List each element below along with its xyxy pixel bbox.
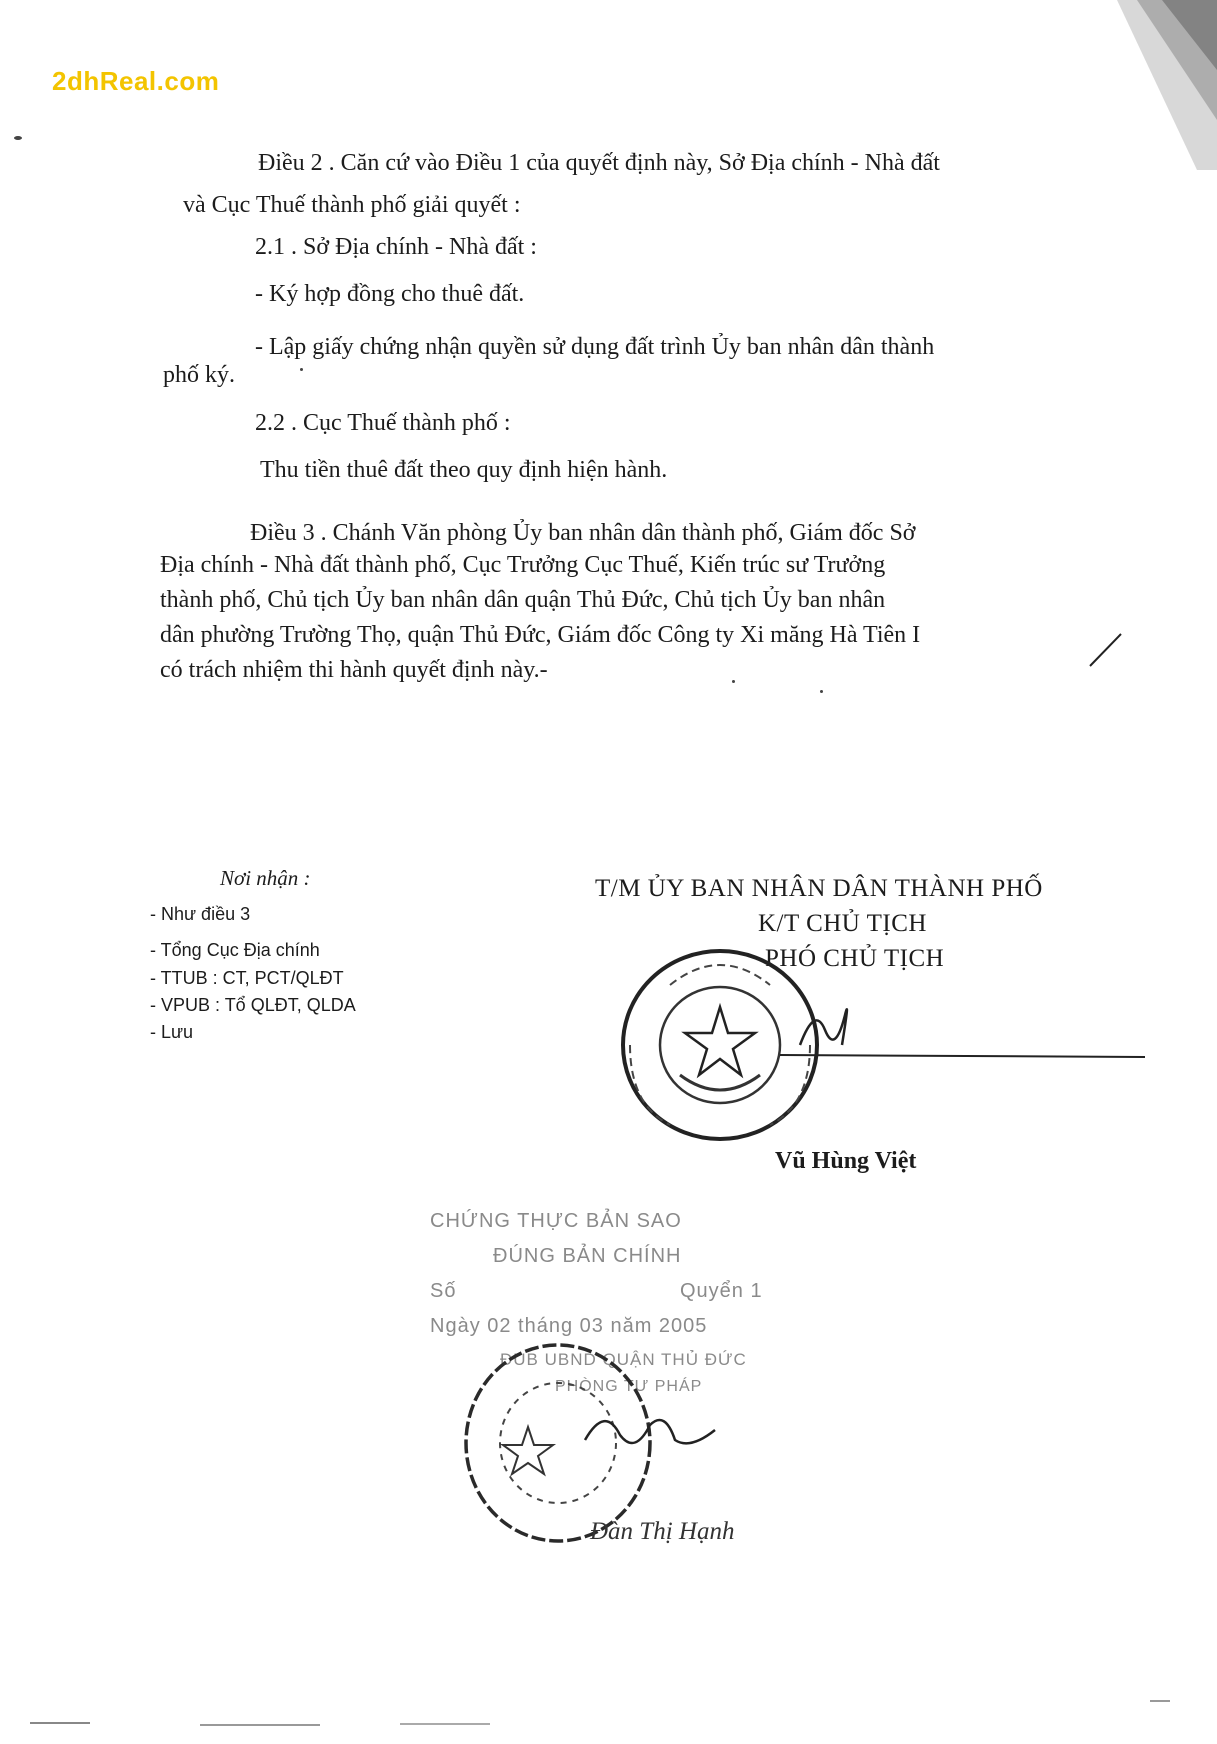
section-2-1-item-1: - Ký hợp đồng cho thuê đất.	[255, 281, 525, 307]
handwritten-signature	[780, 985, 1150, 1065]
certification-department: PHÒNG TƯ PHÁP	[555, 1378, 703, 1395]
pen-slash-mark	[1085, 630, 1125, 670]
recipient-item: - VPUB : Tổ QLĐT, QLDA	[150, 995, 356, 1015]
signer-name: Vũ Hùng Việt	[775, 1148, 917, 1174]
dieu2-line1: Điều 2 . Căn cứ vào Điều 1 của quyết định này, Sở Địa chính - Nhà đất	[258, 150, 940, 176]
recipient-item: - TTUB : CT, PCT/QLĐT	[150, 968, 344, 988]
recipient-item: - Tổng Cục Địa chính	[150, 940, 320, 960]
section-2-1-title: 2.1 . Sở Địa chính - Nhà đất :	[255, 234, 537, 260]
dieu3-line3: thành phố, Chủ tịch Ủy ban nhân dân quận Thủ Đức, Chủ tịch Ủy ban nhân	[160, 587, 886, 613]
watermark-logo: 2dhReal.com	[52, 66, 220, 96]
certification-title: CHỨNG THỰC BẢN SAO	[430, 1210, 682, 1232]
section-2-2-item-1: Thu tiền thuê đất theo quy định hiện hành.	[260, 457, 668, 483]
dieu3-line4: dân phường Trường Thọ, quận Thủ Đức, Giám đốc Công ty Xi măng Hà Tiên I	[160, 622, 921, 648]
certification-number-label: Số	[430, 1280, 457, 1302]
certification-date: Ngày 02 tháng 03 năm 2005	[430, 1315, 708, 1337]
dieu3-line5: có trách nhiệm thi hành quyết định này.-	[160, 657, 548, 683]
section-2-2-title: 2.2 . Cục Thuế thành phố :	[255, 410, 511, 436]
signature-role: K/T CHỦ TỊCH	[758, 910, 927, 937]
recipients-title: Nơi nhận :	[220, 866, 311, 890]
dieu3-line1: Điều 3 . Chánh Văn phòng Ủy ban nhân dân thành phố, Giám đốc Sở	[250, 520, 916, 546]
dieu2-line2: và Cục Thuế thành phố giải quyết :	[183, 192, 521, 218]
certification-signer: Đàn Thị Hạnh	[590, 1518, 735, 1545]
certification-book: Quyển 1	[680, 1280, 763, 1302]
signature-title: PHÓ CHỦ TỊCH	[765, 945, 945, 972]
certification-signature	[580, 1400, 720, 1460]
dieu3-line2: Địa chính - Nhà đất thành phố, Cục Trưởng Cục Thuế, Kiến trúc sư Trưởng	[160, 552, 886, 578]
recipient-item: - Như điều 3	[150, 904, 251, 924]
scan-corner-noise	[1077, 0, 1217, 180]
recipient-item: - Lưu	[150, 1022, 194, 1042]
signature-authority: T/M ỦY BAN NHÂN DÂN THÀNH PHỐ	[595, 875, 1043, 902]
section-2-1-item-2-line1: - Lập giấy chứng nhận quyền sử dụng đất trình Ủy ban nhân dân thành	[255, 334, 935, 360]
certification-subtitle: ĐÚNG BẢN CHÍNH	[493, 1245, 682, 1267]
section-2-1-item-2-line2: phố ký.	[163, 362, 235, 388]
certification-office: ĐUB UBND QUẬN THỦ ĐỨC	[500, 1350, 747, 1369]
